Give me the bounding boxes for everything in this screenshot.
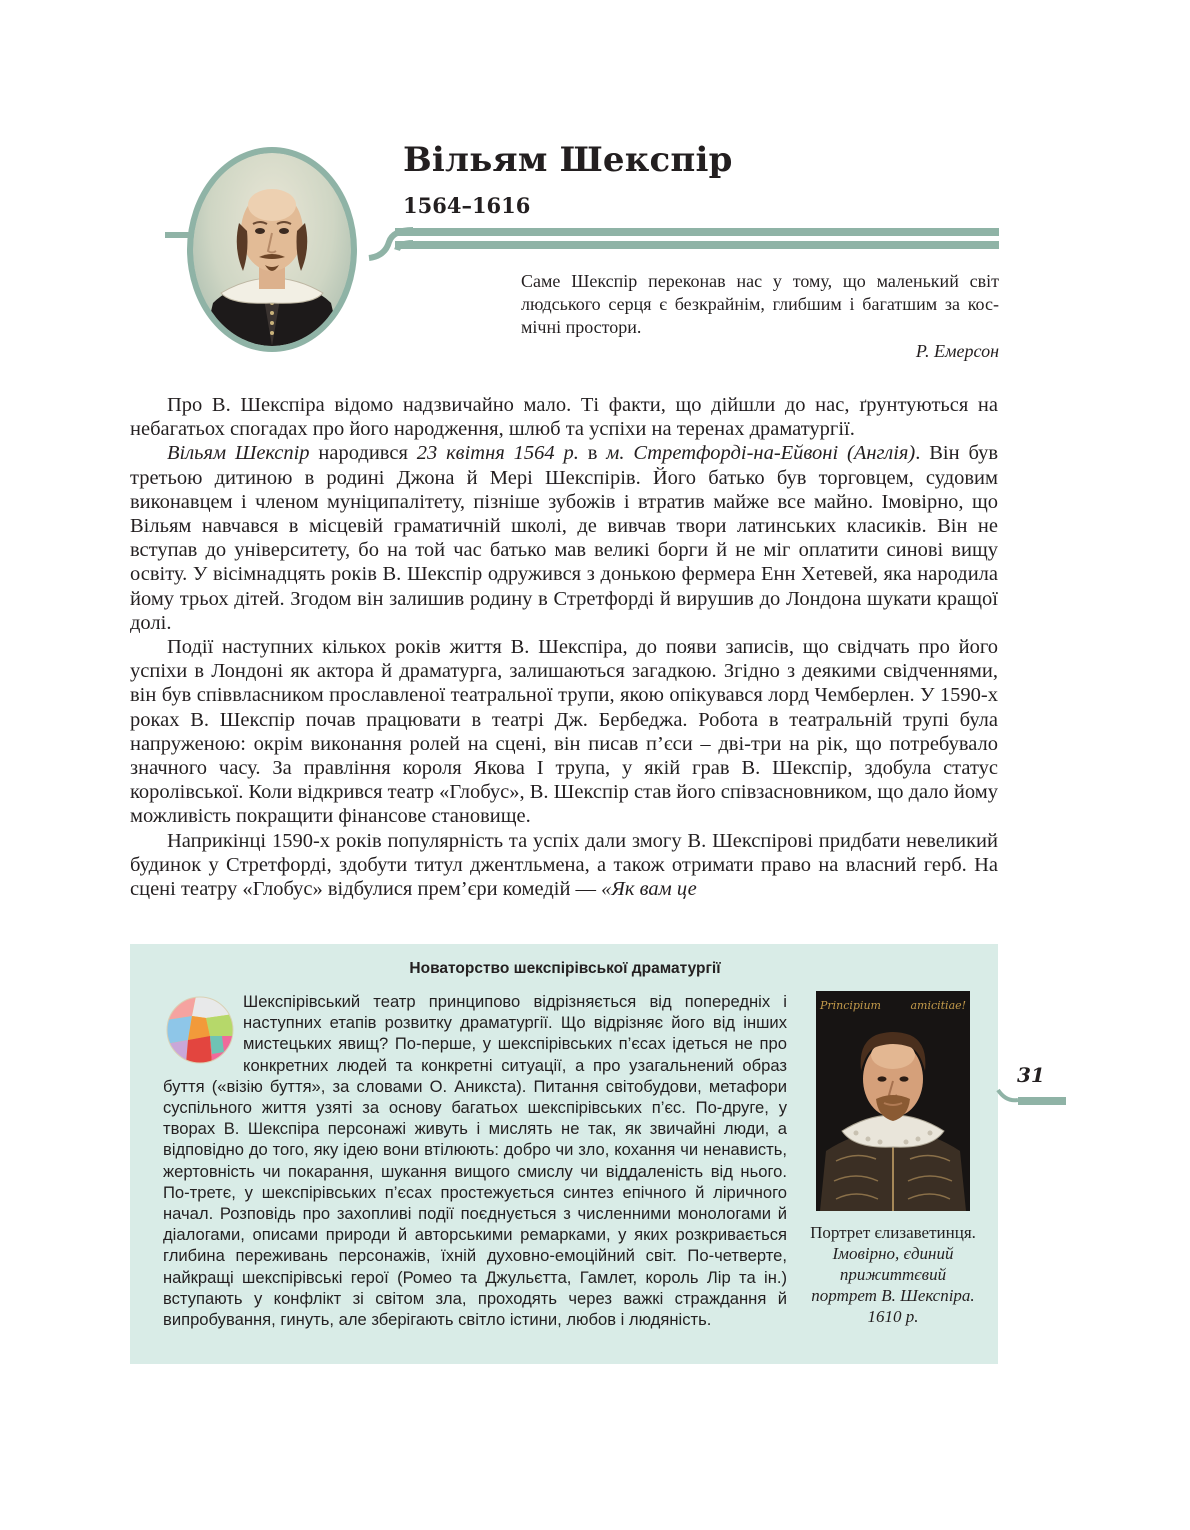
text-run: Про В. Шекспіра відомо надзвичайно мало. Ті факти, що дійшли до нас, ґрунтуються на небагатьох спогадах про його народження, шлюб та успіхи на теренах драматургії. [130,394,998,441]
epigraph-quote: Саме Шекспір переконав нас у тому, що маленький світ людського серця є безкрайнім, глибшим і багатшим за космічні простори. [521,271,999,337]
italic-run: 23 квітня 1564 р. [416,442,579,465]
page-title: Вільям Шекспір [403,140,733,180]
life-years: 1564–1616 [403,193,531,218]
text-run: . Він був третьою дитиною в родині Джона й Мері Шекспірів. Його батько був торговцем, судовим виконавцем і членом муніципалітету, пізніше зубожів і втратив майже все майно. Імовірно, що Вільям навчався в місцевій граматичній школі, де вивчав твори латинських класиків. Він не вступав до університету, бо на той час батько мав великі борги й не міг оплатити синові вищу освіту. У вісімнадцять років В. Шекспір одружився з донькою фермера Енн Хетевей, яка народила йому трьох дітей. Згодом він залишив родину в Стретфорді й вирушив до Лондона шукати кращої долі. [130,442,999,634]
page-number-rule [996,1088,1066,1112]
icon-spacer [163,991,243,1075]
info-box [130,944,998,1364]
cobbe-portrait-image [816,991,970,1211]
paragraph-2 [130,441,998,635]
main-text [130,393,998,901]
italic-run: м. Стретфорді-на-Ейвоні (Англія) [606,442,916,465]
painting-inscription: Principium amicitiae! [819,999,967,1012]
portrait-caption [810,1222,976,1327]
caption-italic: Імовірно, єдиний прижиттєвий портрет В. Шекспіра. 1610 р. [811,1244,975,1326]
text-run: народився [309,442,417,465]
paragraph-1 [130,393,998,441]
page-number: 31 [1017,1063,1045,1087]
header-rule-top [395,228,999,236]
header-rule-bottom [395,241,999,249]
info-box-text [163,991,787,1330]
info-box-title: Новаторство шекспірівської драматургії [409,960,721,977]
italic-run: Вільям Шекспір [167,442,310,465]
info-box-body: Шекспірівський театр принципово відрізняється від попередніх і наступних етапів розвитку драматургії. Що відрізняє його від інших мистецьких явищ? По-перше, у шекспірівських п’єсах ідеться не про конкретних людей та конкретні ситуації, а про узагальнений образ буття («візію буття», за словами О. Аникста). Питання світобудови, метафори суспільного життя узяті за основу багатьох шекспірівських п’єс. По-друге, у творах В. Шекспіра персонажі живуть і мислять не так, як звичайні люди, а відповідно до того, яку ідею вони втілюють: добро чи зло, кохання чи ненависть, жертовність чи покарання, шукання вищого смислу чи віддаленість від нього. По-третє, у шекспірівських п’єсах простежується синтез епічного й ліричного начал. Розповідь про захопливі події поєднується з численними монологами й діалогами, описами природи й авторськими ремарками, у яких розкривається глибина переживань персонажів, їхній духовно-емоційний світ. По-четверте, найкращі шекспірівські герої (Ромео та Джульєтта, Гамлет, король Лір та ін.) вступають у конфлікт зі світом зла, проходять через важкі страждання й випробування, гинуть, але зберігають світло істини, любов і людяність. [163,992,787,1330]
text-run: Наприкінці 1590-х років популярність та успіх дали змогу В. Шекспірові придбати невеликий будинок у Стретфорді, здобути титул джентльмена, а також отримати право на власний герб. На сцені театру «Глобус» відбулися прем’єри комедій — [130,829,998,901]
paragraph-4 [130,829,998,902]
paragraph-3 [130,635,998,829]
italic-run: «Як вам це [601,878,697,901]
caption-plain: Портрет єлизаветинця. [810,1223,976,1242]
portrait-drawing [193,153,351,346]
text-run: в [578,442,607,465]
text-run: Події наступних кількох років життя В. Шекспіра, до появи записів, що свідчать про його успіхи в Лондоні як актора й драматурга, залишаються загадкою. Згідно з деякими свідченнями, він був співвласником прославленої театральної трупи, якою опікувався лорд Чемберлен. У 1590-х роках В. Шекспір почав працювати в театрі Дж. Бербеджа. Робота в театральній трупі була напруженою: окрім виконання ролей на сцені, він писав п’єси – дві-три на рік, що потребувало значного часу. За правління короля Якова I трупа, у якій грав В. Шекспір, здобула статус королівської. Коли відкрився театр «Глобус», В. Шекспір став його співзасновником, що дало йому можливість покращити фінансове становище. [130,636,998,828]
epigraph-author: Р. Емерсон [915,341,999,361]
shakespeare-portrait-oval [187,147,357,352]
painting-drawing [816,991,970,1211]
